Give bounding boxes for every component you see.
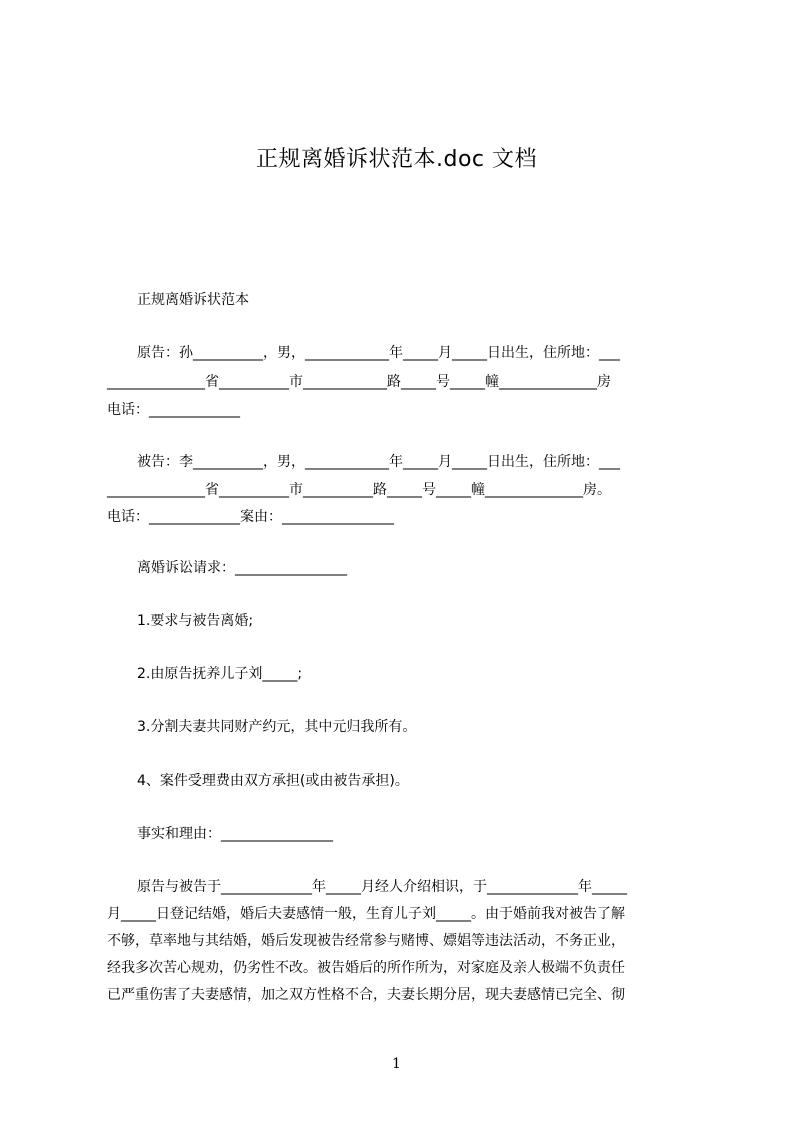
claim-item: 3.分割夫妻共同财产约元，其中元归我所有。 bbox=[137, 719, 417, 735]
facts-paragraph-line: 已严重伤害了夫妻感情，加之双方性格不合，夫妻长期分居，现夫妻感情已完全、彻 bbox=[107, 987, 625, 1003]
page-number: 1 bbox=[392, 1056, 401, 1072]
defendant-line-2: ______________省__________市__________路_____号_____幢______________房。 bbox=[107, 482, 611, 498]
claim-item: 1.要求与被告离婚; bbox=[137, 613, 254, 629]
defendant-line-1: 被告：李__________，男，____________年_____月_____日出生，住所地：___ bbox=[137, 454, 620, 470]
facts-paragraph-line: 不够，草率地与其结婚，婚后发现被告经常参与赌博、嫖娼等违法活动，不务正业， bbox=[107, 933, 625, 949]
plaintiff-line-2: ______________省__________市____________路_____号_____幢______________房 bbox=[107, 374, 611, 390]
facts-paragraph-line: 经我多次苦心规劝，仍劣性不改。被告婚后的所作所为，对家庭及亲人极端不负责任 bbox=[107, 960, 625, 976]
claims-label: 离婚诉讼请求：________________ bbox=[137, 560, 347, 576]
plaintiff-line-1: 原告：孙__________，男，____________年_____月_____日出生，住所地：___ bbox=[137, 345, 620, 361]
defendant-line-3: 电话：_____________案由：________________ bbox=[107, 509, 394, 525]
claim-item: 4、案件受理费由双方承担(或由被告承担)。 bbox=[137, 773, 409, 789]
claim-item: 2.由原告抚养儿子刘_____; bbox=[137, 666, 303, 682]
section-heading: 正规离婚诉状范本 bbox=[137, 292, 249, 308]
document-title: 正规离婚诉状范本.doc 文档 bbox=[255, 147, 537, 172]
facts-paragraph-line: 月_____日登记结婚，婚后夫妻感情一般，生育儿子刘_____。由于婚前我对被告了解 bbox=[107, 906, 625, 922]
facts-label: 事实和理由：________________ bbox=[137, 826, 333, 842]
plaintiff-line-3: 电话：_____________ bbox=[107, 402, 240, 418]
facts-paragraph-line: 原告与被告于_____________年_____月经人介绍相识，于_____________年_____ bbox=[137, 879, 627, 895]
